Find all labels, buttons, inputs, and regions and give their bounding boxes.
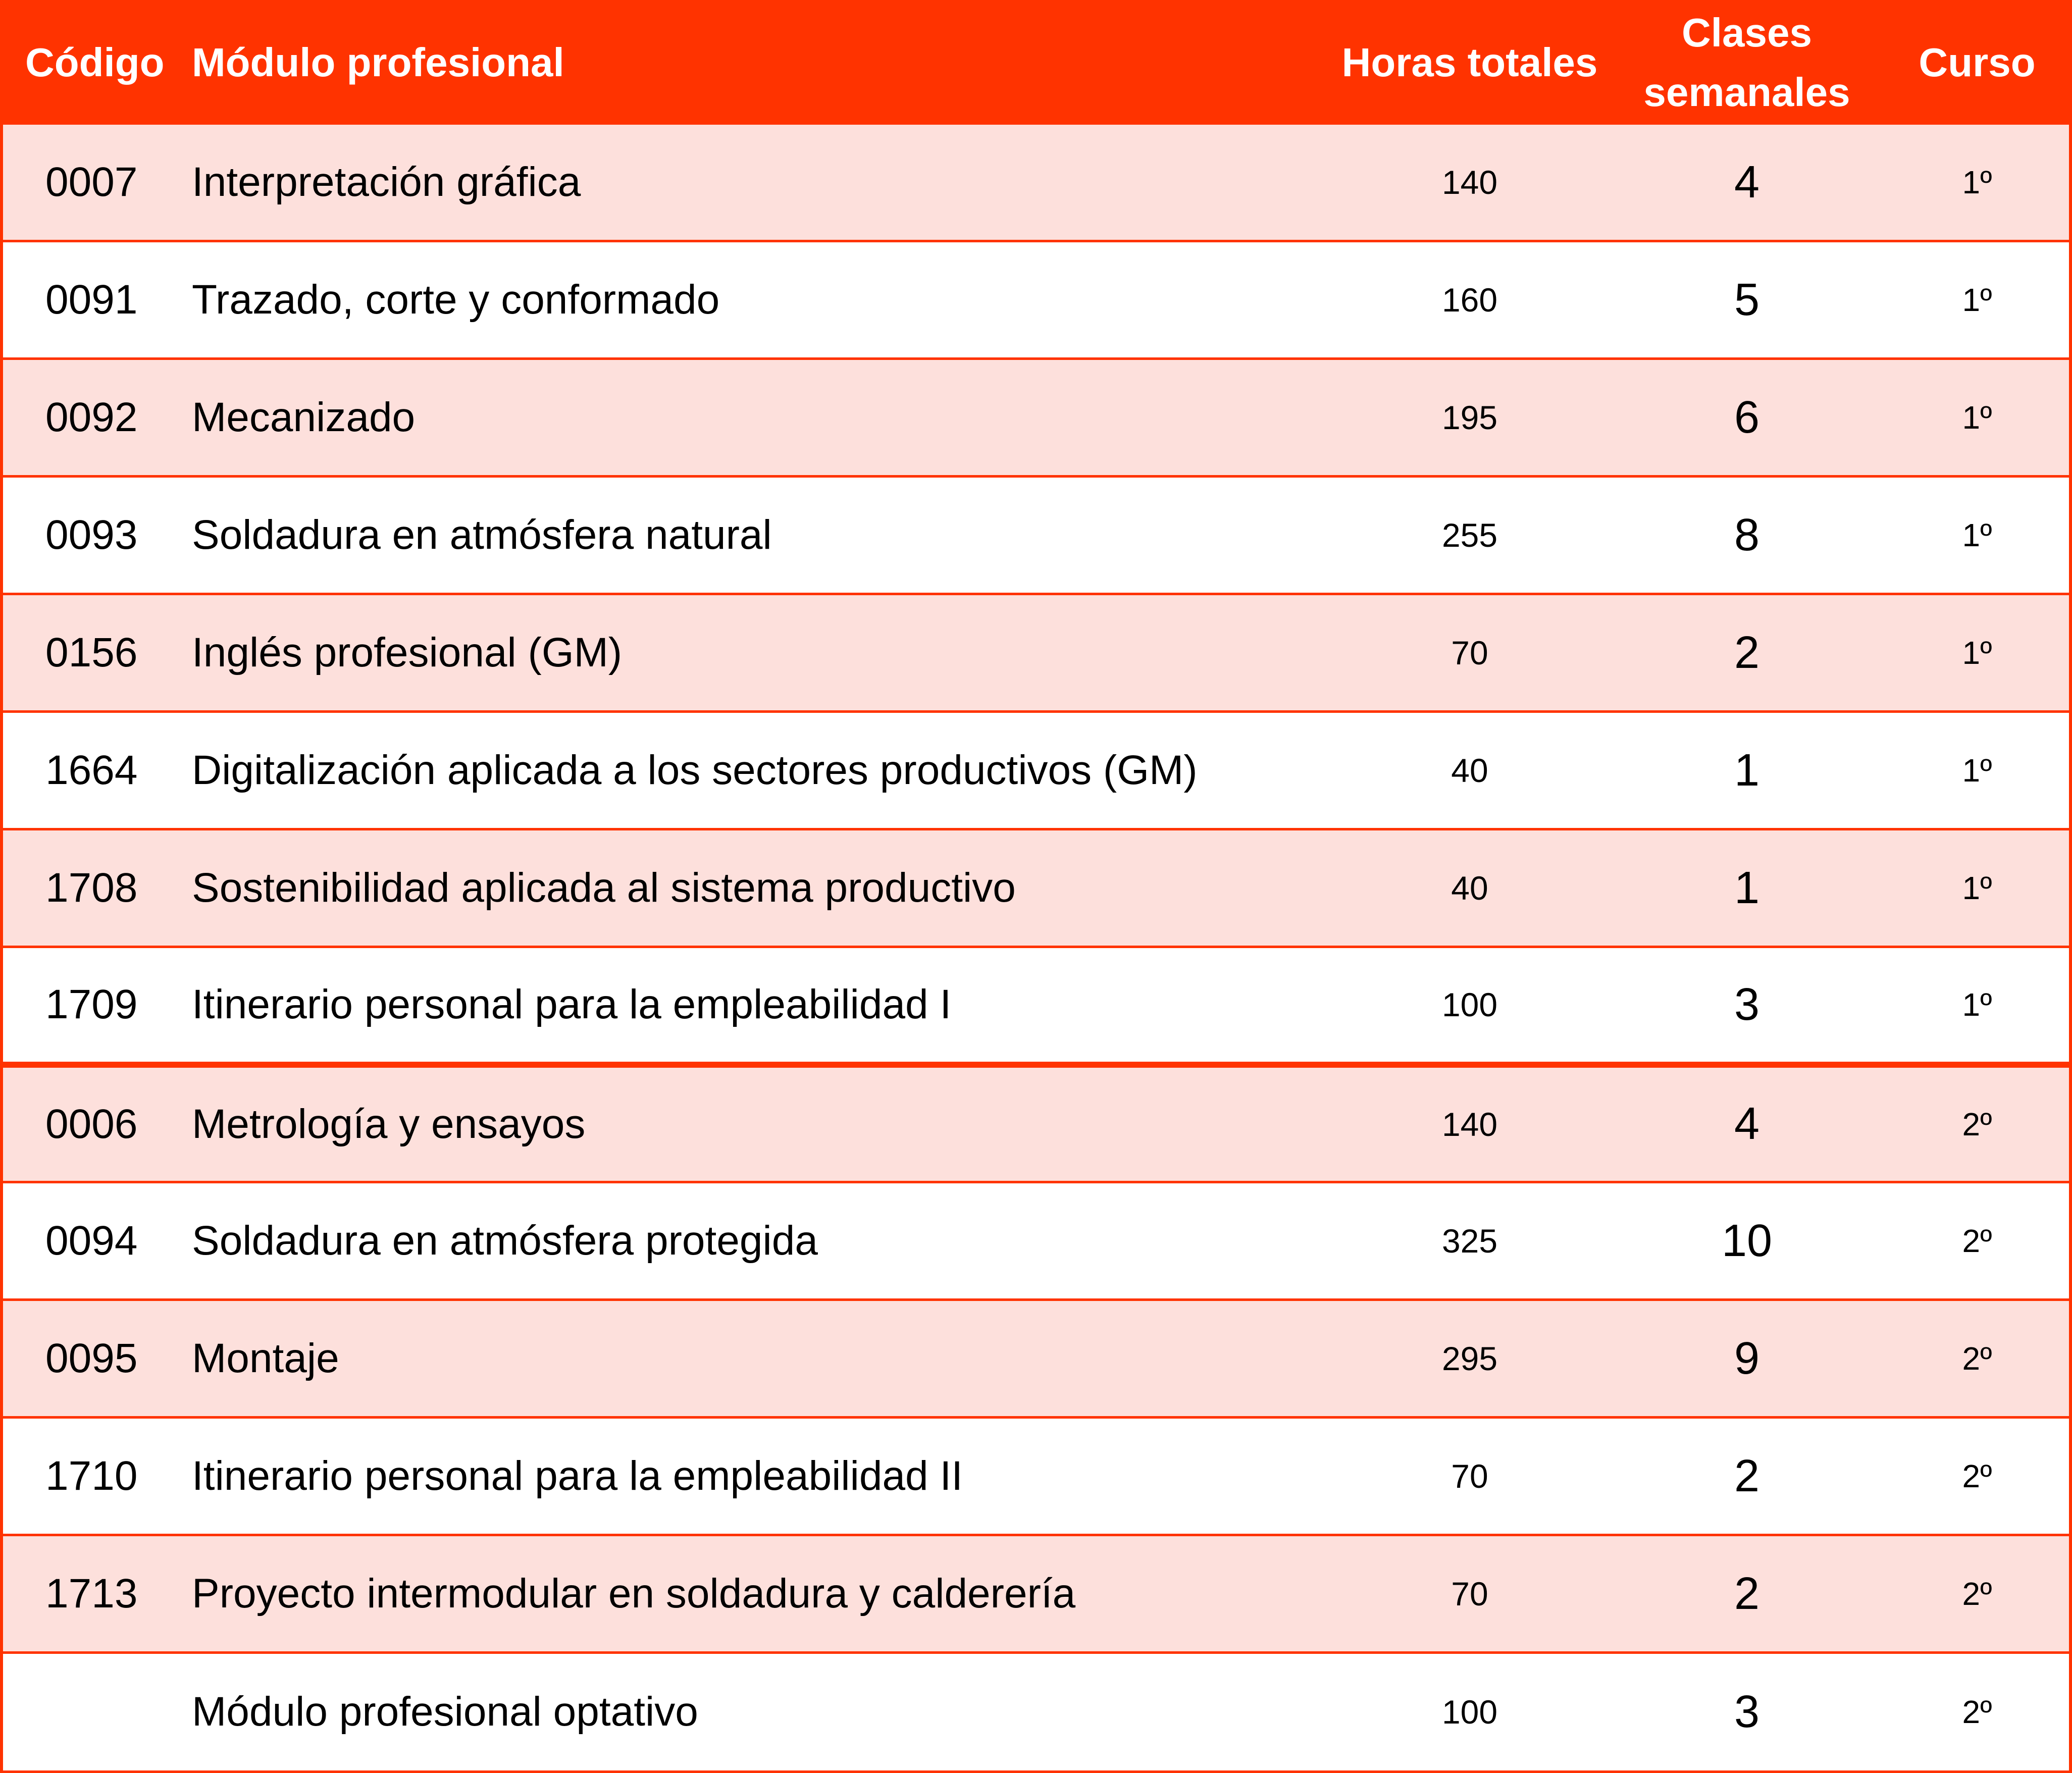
cell-code: 0156 [3,594,178,712]
cell-course: 1º [1885,124,2069,241]
cell-course: 1º [1885,829,2069,947]
cell-module: Proyecto intermodular en soldadura y calderería [178,1535,1331,1653]
cell-classes: 4 [1609,124,1885,241]
cell-hours: 195 [1331,359,1609,477]
cell-hours: 140 [1331,124,1609,241]
cell-hours: 70 [1331,1535,1609,1653]
table-row [3,241,2069,359]
cell-hours: 255 [1331,477,1609,594]
cell-module: Módulo profesional optativo [178,1653,1331,1770]
cell-hours: 160 [1331,241,1609,359]
table-row [3,1653,2069,1770]
cell-code: 0006 [3,1065,178,1182]
cell-hours: 140 [1331,1065,1609,1182]
table-row [3,1065,2069,1182]
cell-module: Itinerario personal para la empleabilidad I [178,947,1331,1065]
header-hours: Horas totales [1331,3,1609,124]
cell-module: Interpretación gráfica [178,124,1331,241]
cell-module: Soldadura en atmósfera natural [178,477,1331,594]
cell-classes: 3 [1609,947,1885,1065]
cell-hours: 40 [1331,712,1609,829]
header-code: Código [3,3,178,124]
cell-hours: 295 [1331,1300,1609,1418]
cell-hours: 40 [1331,829,1609,947]
cell-code: 0092 [3,359,178,477]
cell-course: 1º [1885,712,2069,829]
table-row [3,1182,2069,1300]
table-row [3,947,2069,1065]
cell-hours: 70 [1331,594,1609,712]
cell-code [3,1653,178,1770]
cell-code: 1713 [3,1535,178,1653]
cell-course: 1º [1885,241,2069,359]
cell-course: 1º [1885,477,2069,594]
cell-course: 1º [1885,359,2069,477]
cell-classes: 8 [1609,477,1885,594]
cell-classes: 3 [1609,1653,1885,1770]
cell-course: 1º [1885,594,2069,712]
cell-hours: 325 [1331,1182,1609,1300]
cell-module: Itinerario personal para la empleabilidad II [178,1418,1331,1535]
cell-course: 2º [1885,1182,2069,1300]
table-row [3,1418,2069,1535]
cell-classes: 2 [1609,1535,1885,1653]
cell-classes: 2 [1609,1418,1885,1535]
table-row [3,829,2069,947]
header-course: Curso [1885,3,2069,124]
cell-classes: 10 [1609,1182,1885,1300]
cell-hours: 70 [1331,1418,1609,1535]
cell-code: 0094 [3,1182,178,1300]
header-classes: Clases semanales [1609,3,1885,124]
cell-module: Soldadura en atmósfera protegida [178,1182,1331,1300]
cell-module: Trazado, corte y conformado [178,241,1331,359]
cell-module: Digitalización aplicada a los sectores productivos (GM) [178,712,1331,829]
cell-code: 1709 [3,947,178,1065]
cell-code: 1664 [3,712,178,829]
cell-hours: 100 [1331,1653,1609,1770]
header-row [3,3,2069,124]
table-row [3,712,2069,829]
cell-classes: 1 [1609,829,1885,947]
cell-classes: 4 [1609,1065,1885,1182]
table-row [3,359,2069,477]
cell-course: 2º [1885,1065,2069,1182]
cell-module: Montaje [178,1300,1331,1418]
table-row [3,124,2069,241]
cell-module: Inglés profesional (GM) [178,594,1331,712]
cell-module: Mecanizado [178,359,1331,477]
cell-code: 1710 [3,1418,178,1535]
table-body [3,124,2069,1770]
cell-classes: 2 [1609,594,1885,712]
cell-course: 2º [1885,1418,2069,1535]
table-row [3,594,2069,712]
cell-classes: 5 [1609,241,1885,359]
cell-module: Sostenibilidad aplicada al sistema productivo [178,829,1331,947]
cell-code: 0095 [3,1300,178,1418]
cell-course: 2º [1885,1535,2069,1653]
table-row [3,477,2069,594]
cell-classes: 6 [1609,359,1885,477]
cell-course: 2º [1885,1300,2069,1418]
cell-module: Metrología y ensayos [178,1065,1331,1182]
cell-code: 1708 [3,829,178,947]
table-row [3,1535,2069,1653]
cell-classes: 1 [1609,712,1885,829]
cell-code: 0093 [3,477,178,594]
modules-table [3,3,2069,1770]
cell-hours: 100 [1331,947,1609,1065]
cell-course: 2º [1885,1653,2069,1770]
cell-code: 0091 [3,241,178,359]
table-header [3,3,2069,124]
table-row [3,1300,2069,1418]
header-module: Módulo profesional [178,3,1331,124]
cell-classes: 9 [1609,1300,1885,1418]
cell-code: 0007 [3,124,178,241]
cell-course: 1º [1885,947,2069,1065]
